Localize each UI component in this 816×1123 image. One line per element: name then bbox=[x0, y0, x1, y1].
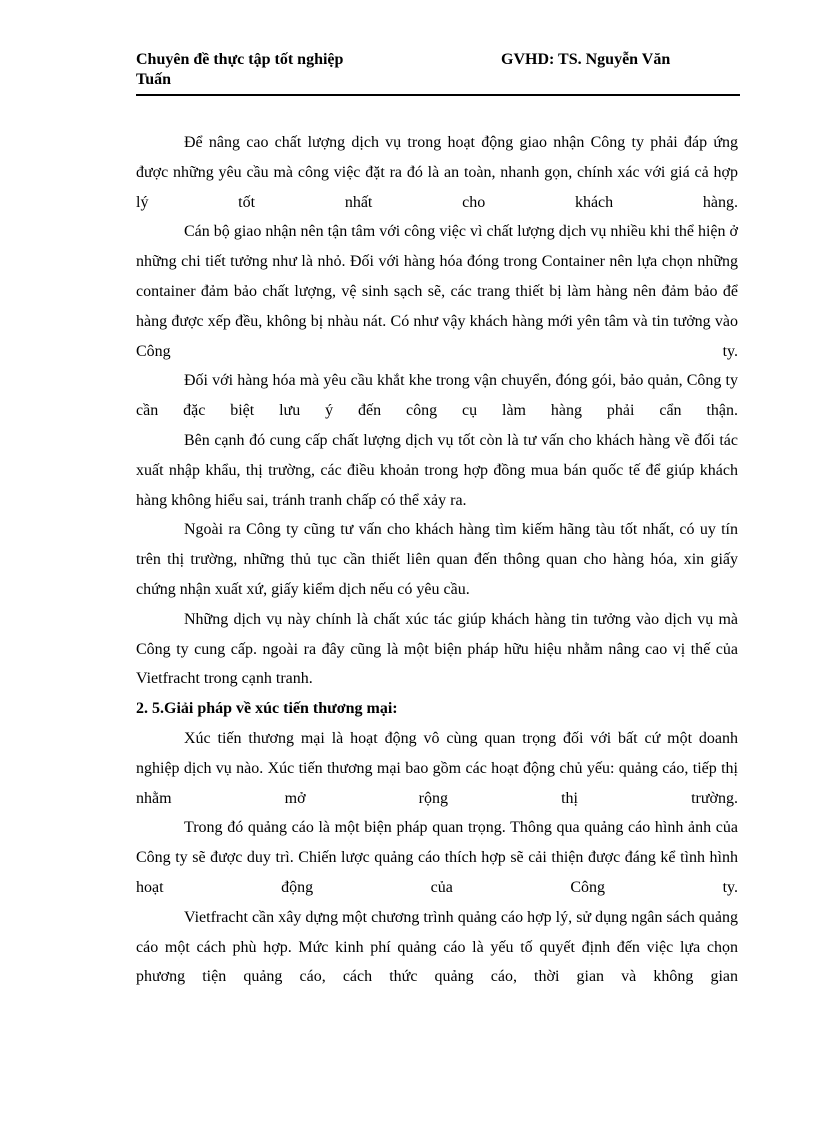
paragraph-2: Cán bộ giao nhận nên tận tâm với công việc vì chất lượng dịch vụ nhiều khi thể hiện ở những chi tiết tưởng như là nhỏ. Đối với hàng hóa đóng trong Container nên lựa chọn những container đảm bảo chất lượng, vệ sinh sạch sẽ, các trang thiết bị làm hàng nên đảm bảo để hàng được xếp đều, không bị nhàu nát. Có như vậy khách hàng mới yên tâm và tin tưởng vào Công ty. bbox=[136, 223, 738, 360]
paragraph-1: Để nâng cao chất lượng dịch vụ trong hoạt động giao nhận Công ty phải đáp ứng được những yêu cầu mà công việc đặt ra đó là an toàn, nhanh gọn, chính xác với giá cả hợp lý tốt nhất cho khách hàng. bbox=[136, 134, 738, 211]
section-paragraph-1: Xúc tiến thương mại là hoạt động vô cùng quan trọng đối với bất cứ một doanh nghiệp dịch vụ nào. Xúc tiến thương mại bao gồm các hoạt động chủ yếu: quảng cáo, tiếp thị nhằm mở rộng thị trường. bbox=[136, 729, 738, 807]
header-document-title bbox=[136, 50, 436, 90]
paragraph-6: Những dịch vụ này chính là chất xúc tác giúp khách hàng tin tưởng vào dịch vụ mà Công ty cung cấp. ngoài ra đây cũng là một biện pháp hữu hiệu nhằm nâng cao vị thế của Vietfracht trong cạnh tranh. bbox=[136, 610, 738, 688]
paragraph-3: Đối với hàng hóa mà yêu cầu khắt khe trong vận chuyển, đóng gói, bảo quản, Công ty cần đặc biệt lưu ý đến công cụ làm hàng phải cẩn thận. bbox=[136, 372, 738, 420]
section-paragraph-3: Vietfracht cần xây dựng một chương trình quảng cáo hợp lý, sử dụng ngân sách quảng cáo một cách phù hợp. Mức kinh phí quảng cáo là yếu tố quyết định đến việc lựa chọn phương tiện quảng cáo, cách thức quảng cáo, thời gian và không gian bbox=[136, 908, 738, 986]
header-title-line2: Tuấn bbox=[136, 71, 171, 88]
header-supervisor: GVHD: TS. Nguyễn Văn bbox=[501, 51, 671, 68]
section-heading: 2. 5.Giải pháp về xúc tiến thương mại: bbox=[136, 700, 398, 718]
paragraph-5: Ngoài ra Công ty cũng tư vấn cho khách hàng tìm kiếm hãng tàu tốt nhất, có uy tín trên thị trường, những thủ tục cần thiết liên quan đến thông quan cho hàng hóa, xin giấy chứng nhận xuất xứ, giấy kiểm dịch nếu có yêu cầu. bbox=[136, 521, 738, 598]
page-header bbox=[136, 50, 740, 96]
section-paragraph-2: Trong đó quảng cáo là một biện pháp quan trọng. Thông qua quảng cáo hình ảnh của Công ty sẽ được duy trì. Chiến lược quảng cáo thích hợp sẽ cải thiện được đáng kể tình hình hoạt động của Công ty. bbox=[136, 819, 738, 896]
paragraph-4: Bên cạnh đó cung cấp chất lượng dịch vụ tốt còn là tư vấn cho khách hàng về đối tác xuất nhập khẩu, thị trường, các điều khoản trong hợp đồng mua bán quốc tế để giúp khách hàng không hiểu sai, tránh tranh chấp có thể xảy ra. bbox=[136, 431, 738, 509]
document-body bbox=[136, 128, 738, 992]
header-title-line1: Chuyên đề thực tập tốt nghiệp bbox=[136, 51, 344, 68]
